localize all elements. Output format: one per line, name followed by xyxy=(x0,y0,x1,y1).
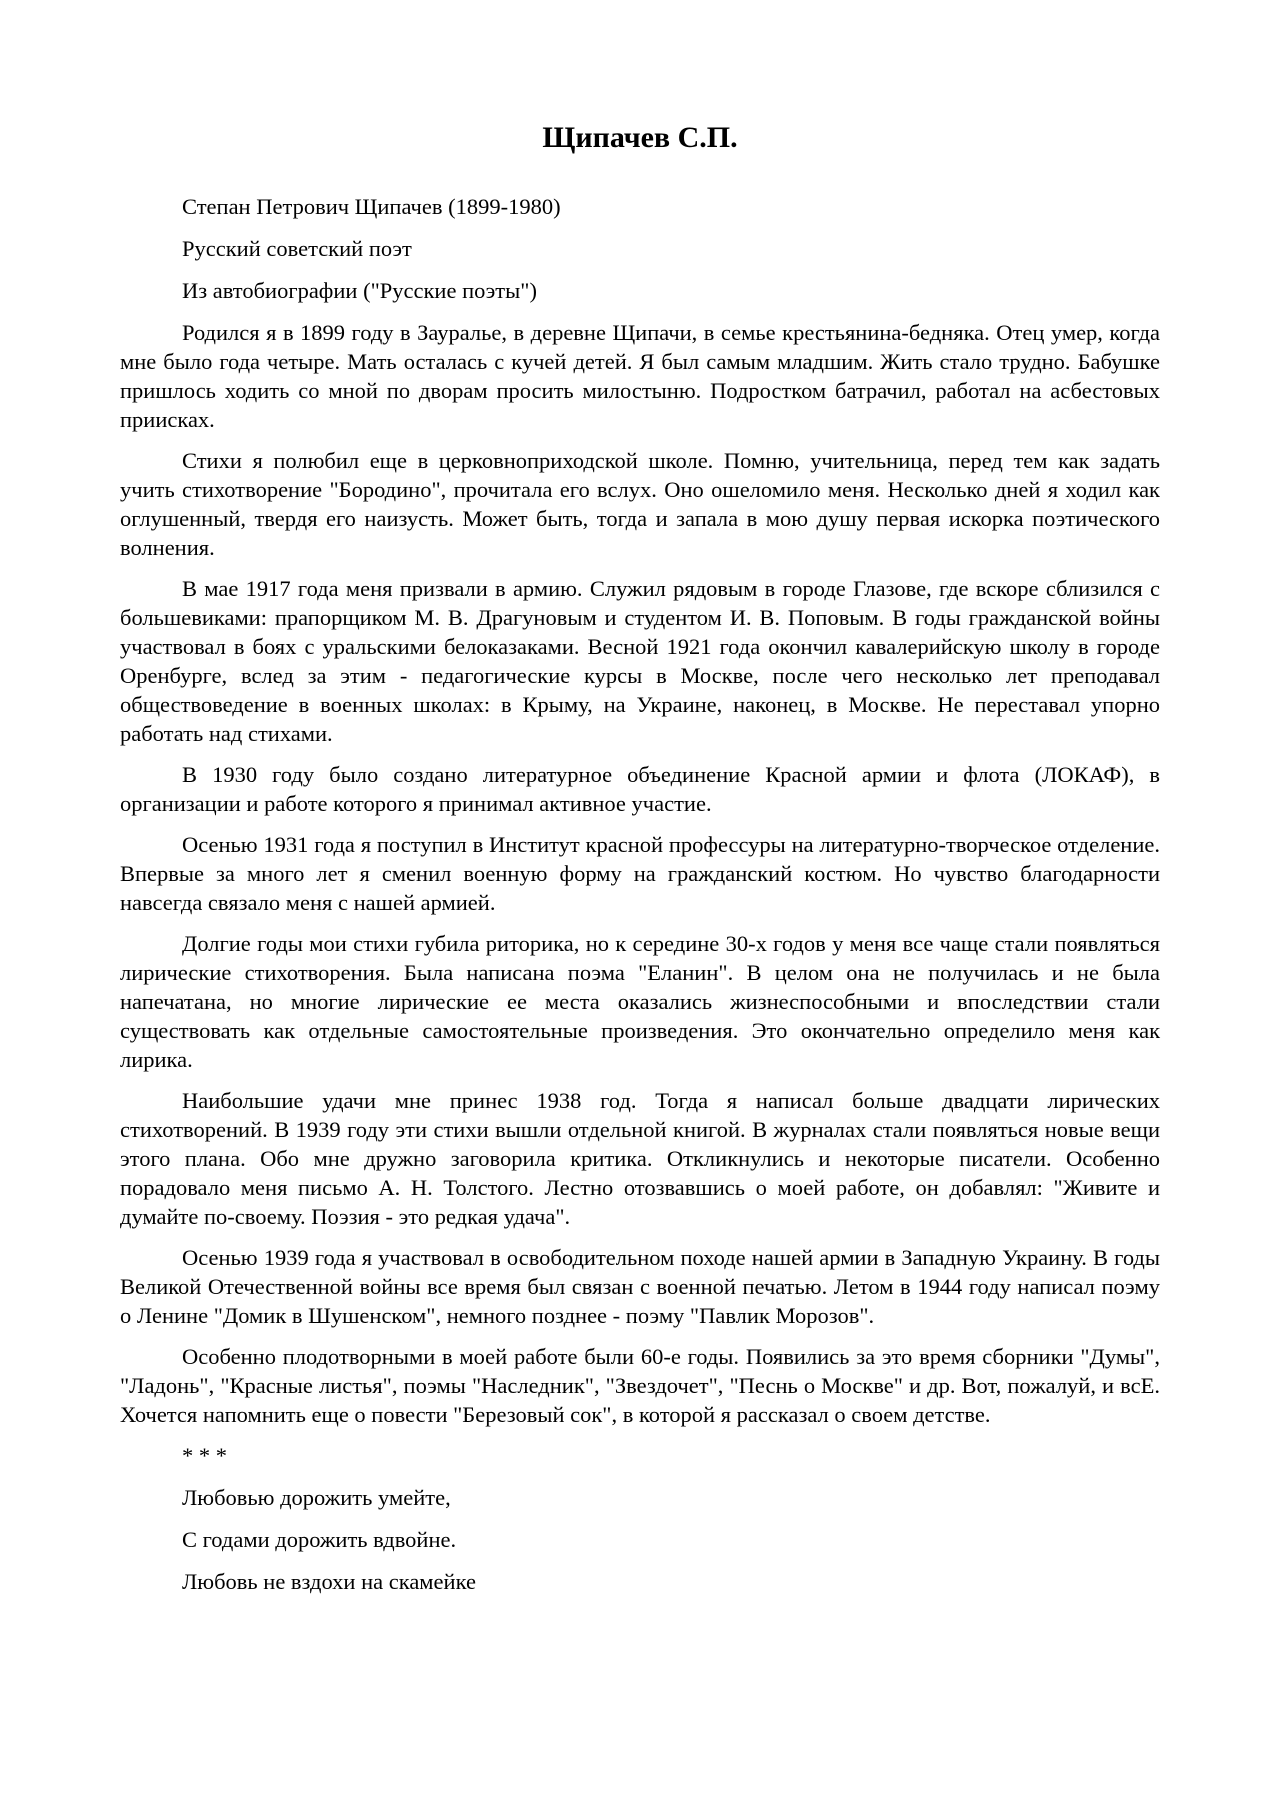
paragraph-war: Осенью 1939 года я участвовал в освободительном походе нашей армии в Западную Украину. В годы Великой Отечественной войны все время был связан с военной печатью. Летом в 1944 году написал поэму о Ленине "Домик в Шушенском", немного позднее - поэму "Павлик Морозов". xyxy=(120,1245,1160,1328)
poem-line-3: Любовь не вздохи на скамейке xyxy=(182,1569,476,1594)
paragraph-1938: Наибольшие удачи мне принес 1938 год. Тогда я написал больше двадцати лирических стихотворений. В 1939 году эти стихи вышли отдельной книгой. В журналах стали появляться новые вещи этого плана. Обо мне дружно заговорила критика. Откликнулись и некоторые писатели. Особенно порадовало меня письмо А. Н. Толстого. Лестно отозвавшись о моей работе, он добавлял: "Живите и думайте по-своему. Поэзия - это редкая удача". xyxy=(120,1088,1160,1229)
author-name-line: Степан Петрович Щипачев (1899-1980) xyxy=(182,194,561,219)
document-title: Щипачев С.П. xyxy=(542,121,738,154)
paragraph-institute: Осенью 1931 года я поступил в Институт красной профессуры на литературно-творческое отделение. Впервые за много лет я сменил военную форму на гражданский костюм. Но чувство благодарности навсегда связало меня с нашей армией. xyxy=(120,832,1160,915)
paragraph-army: В мае 1917 года меня призвали в армию. Служил рядовым в городе Глазове, где вскоре сблизился с большевиками: прапорщиком М. В. Драгуновым и студентом И. В. Поповым. В годы гражданской войны участвовал в боях с уральскими белоказаками. Весной 1921 года окончил кавалерийскую школу в городе Оренбурге, вслед за этим - педагогические курсы в Москве, после чего несколько лет преподавал обществоведение в военных школах: в Крыму, на Украине, наконец, в Москве. Не переставал упорно работать над стихами. xyxy=(120,576,1160,746)
author-description-line: Русский советский поэт xyxy=(182,236,412,261)
paragraph-sixties: Особенно плодотворными в моей работе были 60-е годы. Появились за это время сборники "Думы", "Ладонь", "Красные листья", поэмы "Наследник", "Звездочет", "Песнь о Москве" и др. Вот, пожалуй, и всЕ. Хочется напомнить еще о повести "Березовый сок", в которой я рассказал о своем детстве. xyxy=(120,1344,1160,1427)
source-line: Из автобиографии ("Русские поэты") xyxy=(182,278,537,303)
document-page xyxy=(120,120,1160,1609)
paragraph-childhood: Родился я в 1899 году в Зауралье, в деревне Щипачи, в семье крестьянина-бедняка. Отец умер, когда мне было года четыре. Мать осталась с кучей детей. Я был самым младшим. Жить стало трудно. Бабушке пришлось ходить со мной по дворам просить милостыню. Подростком батрачил, работал на асбестовых приисках. xyxy=(120,320,1160,432)
poem-separator: * * * xyxy=(182,1443,227,1468)
paragraph-school: Стихи я полюбил еще в церковноприходской школе. Помню, учительница, перед тем как задать учить стихотворение "Бородино", прочитала его вслух. Оно ошеломило меня. Несколько дней я ходил как оглушенный, твердя его наизусть. Может быть, тогда и запала в мою душу первая искорка поэтического волнения. xyxy=(120,448,1160,560)
poem-line-1: Любовью дорожить умейте, xyxy=(182,1485,451,1510)
poem-line-2: С годами дорожить вдвойне. xyxy=(182,1527,457,1552)
paragraph-lokaf: В 1930 году было создано литературное объединение Красной армии и флота (ЛОКАФ), в организации и работе которого я принимал активное участие. xyxy=(120,762,1160,816)
paragraph-lyrics: Долгие годы мои стихи губила риторика, но к середине 30-х годов у меня все чаще стали появляться лирические стихотворения. Была написана поэма "Еланин". В целом она не получилась и не была напечатана, но многие лирические ее места оказались жизнеспособными и впоследствии стали существовать как отдельные самостоятельные произведения. Это окончательно определило меня как лирика. xyxy=(120,931,1160,1072)
